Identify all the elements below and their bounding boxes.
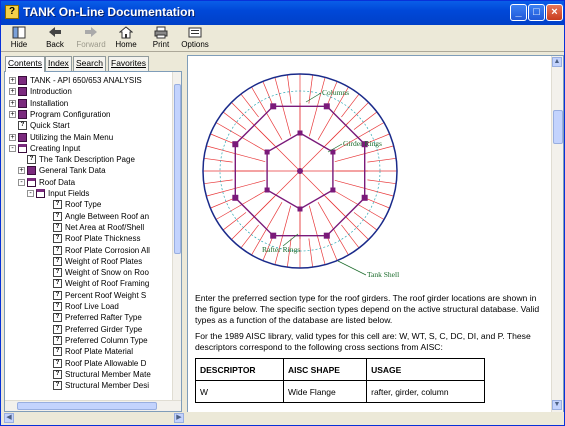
minimize-button[interactable]: _ — [510, 4, 527, 21]
rafter-line — [223, 112, 246, 130]
tree-item-label: Input Fields — [48, 189, 90, 198]
home-button[interactable] — [114, 26, 138, 52]
column-marker — [324, 103, 330, 109]
tree-horizontal-scrollbar[interactable] — [5, 400, 181, 411]
page-icon: ? — [53, 200, 62, 209]
page-icon: ? — [53, 223, 62, 232]
page-icon: ? — [18, 121, 27, 130]
page-icon: ? — [53, 347, 62, 356]
collapse-icon[interactable]: - — [27, 190, 34, 197]
tree-item-label: Roof Plate Allowable D — [65, 358, 147, 368]
rafter-line — [241, 94, 259, 117]
rafter-line — [287, 75, 291, 104]
scroll-up-button[interactable]: ▲ — [553, 58, 561, 65]
column-marker — [270, 233, 276, 239]
column-marker — [298, 131, 303, 136]
tree-item-label: Percent Roof Weight S — [65, 290, 147, 300]
tree-item-label: Roof Live Load — [65, 302, 119, 311]
tree-item-label: Roof Plate Material — [65, 347, 134, 357]
tree-item-label: Introduction — [30, 87, 72, 97]
rafter-line — [309, 238, 313, 267]
options-label: Options — [181, 40, 209, 49]
tree-item-label: Roof Data — [39, 177, 76, 187]
tree-item-label: Program Configuration — [30, 109, 111, 119]
forward-label: Forward — [76, 40, 106, 49]
tree-item-label: TANK - API 650/653 ANALYSIS — [30, 76, 142, 85]
column-marker — [330, 188, 335, 193]
options-button[interactable] — [180, 26, 210, 52]
tree-item-label: The Tank Description Page — [39, 155, 135, 165]
tree-hscroll-thumb[interactable] — [17, 402, 157, 410]
tree-item-label: Roof Plate Thickness — [65, 234, 141, 244]
book-icon — [18, 76, 27, 85]
rafter-line — [341, 225, 359, 248]
rafter-line — [354, 112, 377, 130]
content-vertical-scrollbar[interactable] — [551, 56, 563, 412]
expand-icon[interactable]: + — [10, 99, 15, 107]
page-icon: ? — [53, 313, 62, 322]
tree-item-label: Structural Member Mate — [65, 369, 151, 379]
tree-scroll-thumb[interactable] — [174, 84, 181, 254]
options-icon — [188, 26, 202, 39]
content-scroll-thumb[interactable] — [553, 110, 563, 144]
expand-icon[interactable]: + — [19, 167, 24, 175]
tree-item-label: Preferred Rafter Type — [65, 313, 142, 323]
page-icon: ? — [53, 370, 62, 379]
forward-button[interactable] — [75, 26, 107, 52]
column-header: USAGE — [367, 359, 485, 381]
rafter-line — [367, 180, 396, 184]
tab-search[interactable]: Search — [73, 56, 106, 71]
tree-item-label: Quick Start — [30, 121, 70, 131]
toolbar — [1, 25, 564, 52]
page-icon: ? — [27, 155, 36, 164]
book-icon — [18, 133, 27, 142]
column-marker — [324, 233, 330, 239]
column-marker — [232, 141, 238, 147]
home-label: Home — [115, 40, 137, 49]
label-girder-rings: Girder Rings — [343, 139, 382, 148]
expand-icon[interactable]: + — [10, 88, 15, 96]
tree-item-label: Structural Member Desi — [65, 381, 150, 391]
printer-icon — [154, 26, 168, 39]
column-marker — [298, 207, 303, 212]
print-button[interactable] — [150, 26, 172, 52]
tree-item-label: Weight of Snow on Roo — [65, 268, 149, 278]
table-row — [196, 381, 485, 403]
print-label: Print — [152, 40, 170, 49]
topic-pane — [187, 55, 564, 413]
page-icon: ? — [53, 212, 62, 221]
forward-arrow-icon — [84, 26, 98, 39]
book-icon — [27, 166, 36, 175]
bottom-scrollbar[interactable] — [1, 412, 564, 425]
page-icon: ? — [53, 279, 62, 288]
tree-item-label: Angle Between Roof an — [65, 211, 150, 221]
rafter-line — [354, 212, 377, 230]
window-title: TANK On-Line Documentation — [23, 5, 195, 19]
scroll-left-button[interactable]: ◀ — [4, 413, 14, 423]
center-column — [297, 168, 303, 174]
table-cell: W — [196, 381, 284, 403]
column-marker — [362, 195, 368, 201]
collapse-icon[interactable]: - — [18, 179, 25, 186]
expand-icon[interactable]: + — [10, 77, 15, 84]
tree-item-label: Preferred Girder Type — [65, 324, 143, 334]
table-header-row — [196, 359, 485, 381]
title-bar — [1, 1, 564, 25]
expand-icon[interactable]: + — [10, 110, 15, 118]
page-icon: ? — [53, 257, 62, 266]
rafter-line — [341, 94, 359, 117]
page-icon: ? — [53, 325, 62, 334]
back-arrow-icon — [48, 26, 62, 39]
rafter-line — [223, 212, 246, 230]
help-app-icon: ? — [5, 5, 19, 19]
home-icon — [119, 26, 133, 39]
column-marker — [270, 103, 276, 109]
back-label: Back — [46, 40, 64, 49]
column-marker — [232, 195, 238, 201]
hide-icon — [12, 26, 26, 39]
rafter-line — [241, 225, 259, 248]
tree-item-label: Installation — [30, 98, 69, 108]
open-book-icon — [36, 189, 45, 198]
tree-item-label: Roof Type — [65, 200, 102, 210]
contents-tree — [4, 71, 182, 412]
paragraph-section-type: Enter the preferred section type for the roof girders. The roof girder locations are shown in the figure below. The specific section types depend on the active structural database. Valid types as a function of the database are listed below. — [195, 293, 540, 325]
page-icon: ? — [53, 268, 62, 277]
collapse-icon[interactable]: - — [9, 145, 16, 152]
tab-contents[interactable]: Contents — [5, 56, 45, 72]
nav-tabs — [3, 56, 183, 72]
roof-framing-diagram — [188, 56, 548, 286]
label-tank-shell: Tank Shell — [367, 270, 400, 279]
maximize-button[interactable]: □ — [528, 4, 545, 21]
column-marker — [265, 188, 270, 193]
tree-item-label: Utilizing the Main Menu — [30, 132, 114, 142]
page-icon: ? — [53, 381, 62, 390]
page-icon: ? — [53, 336, 62, 345]
rafter-line — [204, 158, 233, 162]
page-icon: ? — [53, 291, 62, 300]
paragraph-aisc-types: For the 1989 AISC library, valid types for this cell are: W, WT, S, C, DC, DI, and P. These descriptors correspond to the following cross sections from AISC: — [195, 331, 531, 352]
column-header: AISC SHAPE — [284, 359, 367, 381]
book-icon — [18, 99, 27, 108]
tree-item-label: General Tank Data — [39, 166, 106, 176]
page-icon: ? — [53, 234, 62, 243]
hide-label: Hide — [10, 40, 28, 49]
tab-favorites[interactable]: Favorites — [108, 56, 149, 71]
scroll-right-button[interactable]: ▶ — [174, 413, 184, 423]
rafter-line — [204, 180, 233, 184]
page-icon: ? — [53, 359, 62, 368]
column-header: DESCRIPTOR — [196, 359, 284, 381]
tab-index[interactable]: Index — [45, 56, 72, 71]
back-button[interactable] — [43, 26, 67, 52]
table-cell: Wide Flange — [284, 381, 367, 403]
label-columns: Columns — [322, 88, 350, 97]
tree-item-label: Preferred Column Type — [65, 335, 148, 345]
label-rafter-rings: Rafter Rings — [262, 245, 301, 254]
tree-item-label: Weight of Roof Framing — [65, 279, 150, 289]
expand-icon[interactable]: + — [10, 133, 15, 141]
hide-button[interactable] — [7, 26, 31, 52]
open-book-icon — [18, 144, 27, 153]
page-icon: ? — [53, 246, 62, 255]
rafter-line — [367, 158, 396, 162]
tree-vertical-scrollbar[interactable] — [172, 72, 181, 401]
scroll-down-button[interactable]: ▼ — [553, 401, 561, 408]
tree-item-label: Net Area at Roof/Shell — [65, 222, 145, 232]
leader-line — [338, 261, 366, 275]
tree-item-label: Roof Plate Corrosion All — [65, 245, 150, 255]
tree-item-label: Creating Input — [30, 143, 81, 153]
book-icon — [18, 110, 27, 119]
page-icon: ? — [53, 302, 62, 311]
aisc-shapes-table — [195, 358, 485, 403]
open-book-icon — [27, 178, 36, 187]
tree-item-label: Weight of Roof Plates — [65, 256, 143, 266]
column-marker — [265, 150, 270, 155]
table-cell: rafter, girder, column — [367, 381, 485, 403]
book-icon — [18, 87, 27, 96]
close-button[interactable]: × — [546, 4, 563, 21]
